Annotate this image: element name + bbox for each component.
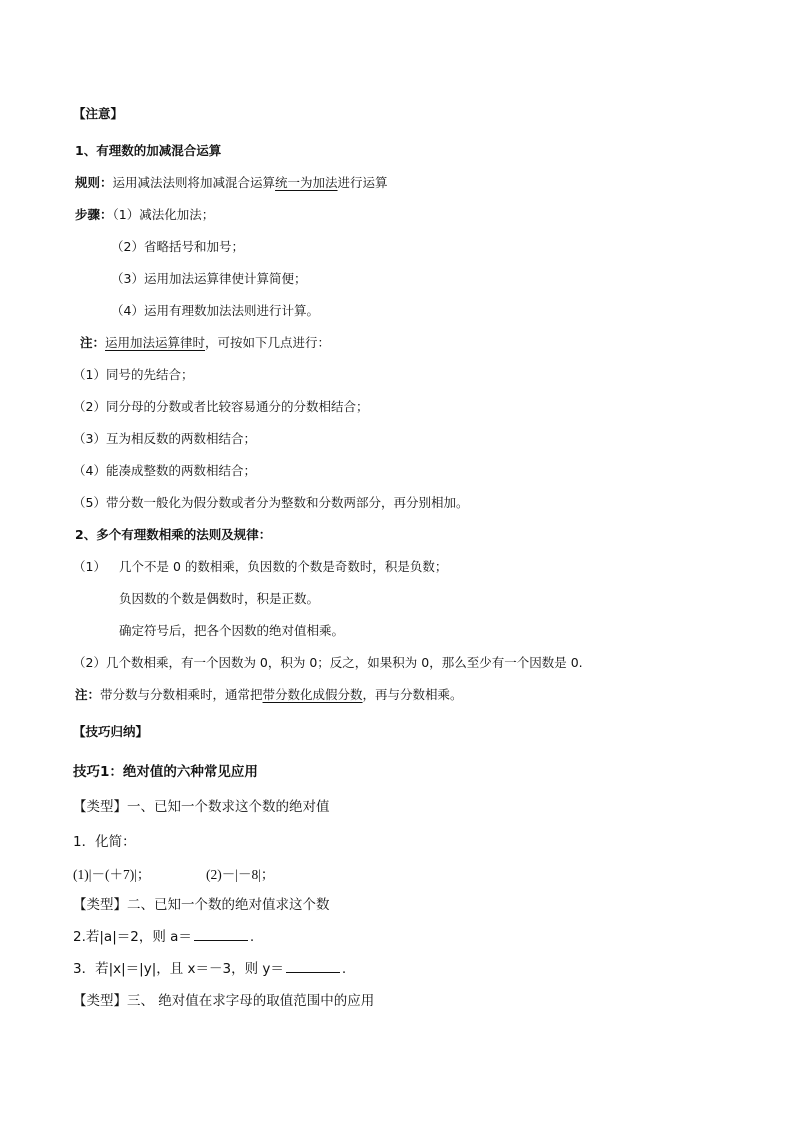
step-1: （1）减法化加法； <box>112 207 215 222</box>
question-1-label: 1．化简： <box>73 834 136 850</box>
steps-label: 步骤： <box>75 207 113 222</box>
item1-title: 1、有理数的加减混合运算 <box>75 143 222 158</box>
question-2 <box>73 931 254 945</box>
mult-point-1-num: （1） <box>73 559 106 574</box>
question-3-text: 3．若|x|＝|y|，且 x＝－3，则 y＝ <box>73 961 284 977</box>
question-3-end: . <box>341 961 347 977</box>
addition-note <box>80 337 330 350</box>
step-4: （4）运用有理数加法法则进行计算。 <box>111 303 319 318</box>
addition-point-2: （2）同分母的分数或者比较容易通分的分数相结合； <box>73 399 369 414</box>
skill1-title: 技巧1：绝对值的六种常见应用 <box>73 764 258 780</box>
rule-underlined: 统一为加法 <box>275 175 338 190</box>
question-2-answer-blank[interactable] <box>194 939 248 941</box>
type3-heading: 【类型】三、 绝对值在求字母的取值范围中的应用 <box>73 993 375 1009</box>
mult-note-post: ，再与分数相乘。 <box>362 687 463 702</box>
question-2-end: . <box>249 929 255 945</box>
mult-point-1-line3: 确定符号后，把各个因数的绝对值相乘。 <box>119 623 345 638</box>
addition-note-post: ，可按如下几点进行： <box>205 335 331 350</box>
mult-point-1-text: 几个不是 0 的数相乘，负因数的个数是奇数时，积是负数； <box>119 559 448 574</box>
addition-point-3: （3）互为相反数的两数相结合； <box>73 431 256 446</box>
rule-line <box>75 177 388 190</box>
item2-title: 2、多个有理数相乘的法则及规律： <box>75 527 272 542</box>
skills-header: 【技巧归纳】 <box>73 724 149 739</box>
question-1b: (2)－|－8|； <box>206 867 275 882</box>
addition-note-label: 注： <box>80 335 106 350</box>
question-3 <box>73 963 346 977</box>
mult-point-2: （2）几个数相乘，有一个因数为 0，积为 0；反之，如果积为 0，那么至少有一个因数是 0. <box>73 655 583 670</box>
question-2-text: 2.若|a|＝2，则 a＝ <box>73 929 192 945</box>
addition-point-4: （4）能凑成整数的两数相结合； <box>73 463 256 478</box>
mult-note-label: 注： <box>75 687 101 702</box>
mult-note-underlined: 带分数化成假分数 <box>262 687 363 702</box>
type1-heading: 【类型】一、已知一个数求这个数的绝对值 <box>73 799 330 815</box>
addition-point-5: （5）带分数一般化为假分数或者分为整数和分数两部分，再分别相加。 <box>73 495 469 510</box>
step-2: （2）省略括号和加号； <box>111 239 244 254</box>
addition-note-underlined: 运用加法运算律时 <box>105 335 206 350</box>
note-header: 【注意】 <box>73 106 124 121</box>
question-3-answer-blank[interactable] <box>286 971 340 973</box>
rule-text-post: 进行运算 <box>337 175 388 190</box>
mult-note-pre: 带分数与分数相乘时，通常把 <box>100 687 263 702</box>
rule-text-pre: 运用减法法则将加减混合运算 <box>112 175 276 190</box>
steps-line <box>75 209 214 222</box>
mult-note <box>75 689 463 702</box>
type2-heading: 【类型】二、已知一个数的绝对值求这个数 <box>73 897 330 913</box>
step-3: （3）运用加法运算律使计算简便； <box>111 271 307 286</box>
rule-label: 规则： <box>75 175 113 190</box>
addition-point-1: （1）同号的先结合； <box>73 367 194 382</box>
question-1a: (1)|－(＋7)|； <box>73 867 151 882</box>
mult-point-1-line2: 负因数的个数是偶数时，积是正数。 <box>119 591 320 606</box>
